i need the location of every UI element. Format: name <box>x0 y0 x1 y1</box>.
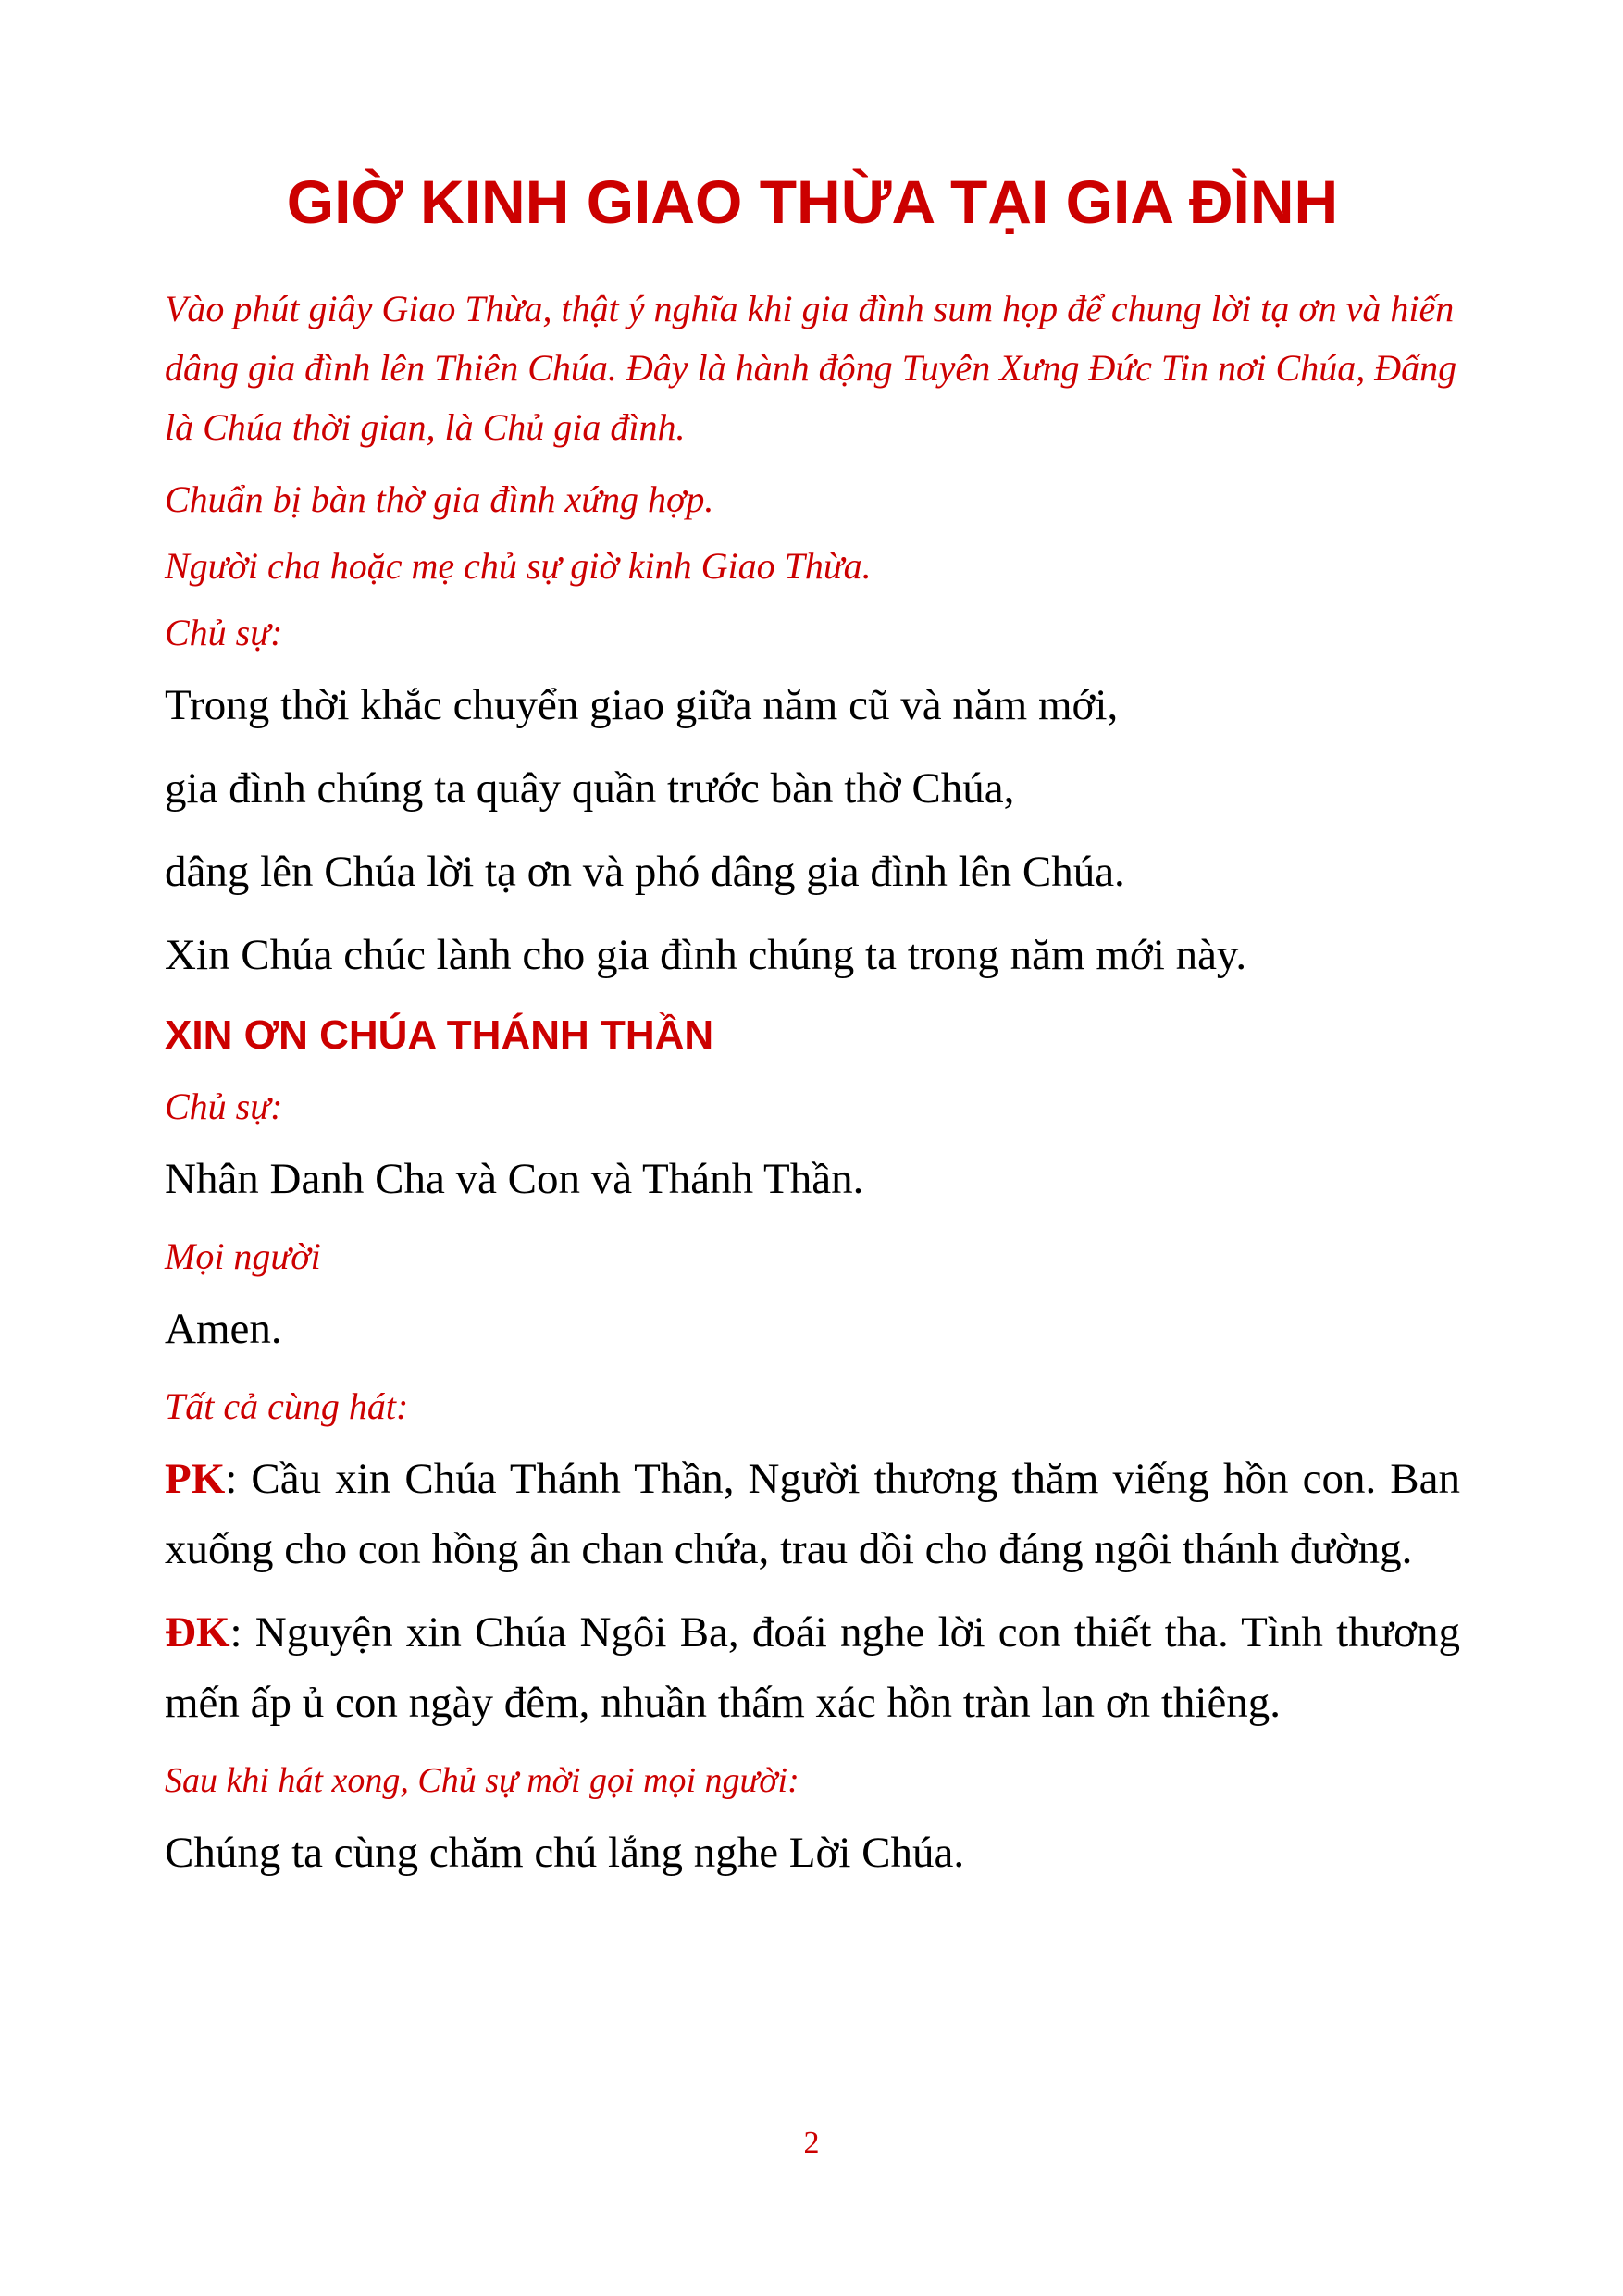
opening-line: gia đình chúng ta quây quần trước bàn thờ Chúa, <box>165 764 1015 813</box>
officiant-label: Chủ sự: <box>165 1086 283 1127</box>
verse-label: PK <box>165 1455 226 1503</box>
opening-line: Xin Chúa chúc lành cho gia đình chúng ta trong năm mới này. <box>165 931 1247 979</box>
song-refrain <box>165 1597 1460 1738</box>
closing-line: Chúng ta cùng chăm chú lắng nghe Lời Chúa. <box>165 1829 965 1877</box>
opening-line: Trong thời khắc chuyển giao giữa năm cũ và năm mới, <box>165 681 1119 729</box>
intro-note: Vào phút giây Giao Thừa, thật ý nghĩa khi gia đình sum họp để chung lời tạ ơn và hiến dâng gia đình lên Thiên Chúa. Đây là hành động Tuyên Xưng Đức Tin nơi Chúa, Đấng là Chúa thời gian, là Chủ gia đình. <box>165 288 1457 448</box>
song-verse <box>165 1444 1460 1584</box>
opening-line: dâng lên Chúa lời tạ ơn và phó dâng gia đình lên Chúa. <box>165 848 1125 896</box>
sing-label: Tất cả cùng hát: <box>165 1385 409 1427</box>
amen-response: Amen. <box>165 1305 282 1353</box>
after-song-note: Sau khi hát xong, Chủ sự mời gọi mọi người: <box>165 1761 799 1800</box>
refrain-label: ĐK <box>165 1608 230 1657</box>
sign-of-cross: Nhân Danh Cha và Con và Thánh Thần. <box>165 1155 864 1203</box>
refrain-text: : Nguyện xin Chúa Ngôi Ba, đoái nghe lời con thiết tha. Tình thương mến ấp ủ con ngày đêm, nhuần thấm xác hồn tràn lan ơn thiêng. <box>165 1608 1460 1727</box>
verse-text: : Cầu xin Chúa Thánh Thần, Người thương thăm viếng hồn con. Ban xuống cho con hồng ân chan chứa, trau dồi cho đáng ngôi thánh đường. <box>165 1455 1460 1573</box>
section-title: XIN ƠN CHÚA THÁNH THẦN <box>165 1012 714 1058</box>
page-title: GIỜ KINH GIAO THỪA TẠI GIA ĐÌNH <box>286 168 1339 236</box>
prep-note: Chuẩn bị bàn thờ gia đình xứng hợp. <box>165 478 714 520</box>
leader-note: Người cha hoặc mẹ chủ sự giờ kinh Giao Thừa. <box>165 545 872 587</box>
all-label: Mọi người <box>165 1235 321 1277</box>
officiant-label: Chủ sự: <box>165 612 283 653</box>
page-number: 2 <box>803 2126 820 2160</box>
